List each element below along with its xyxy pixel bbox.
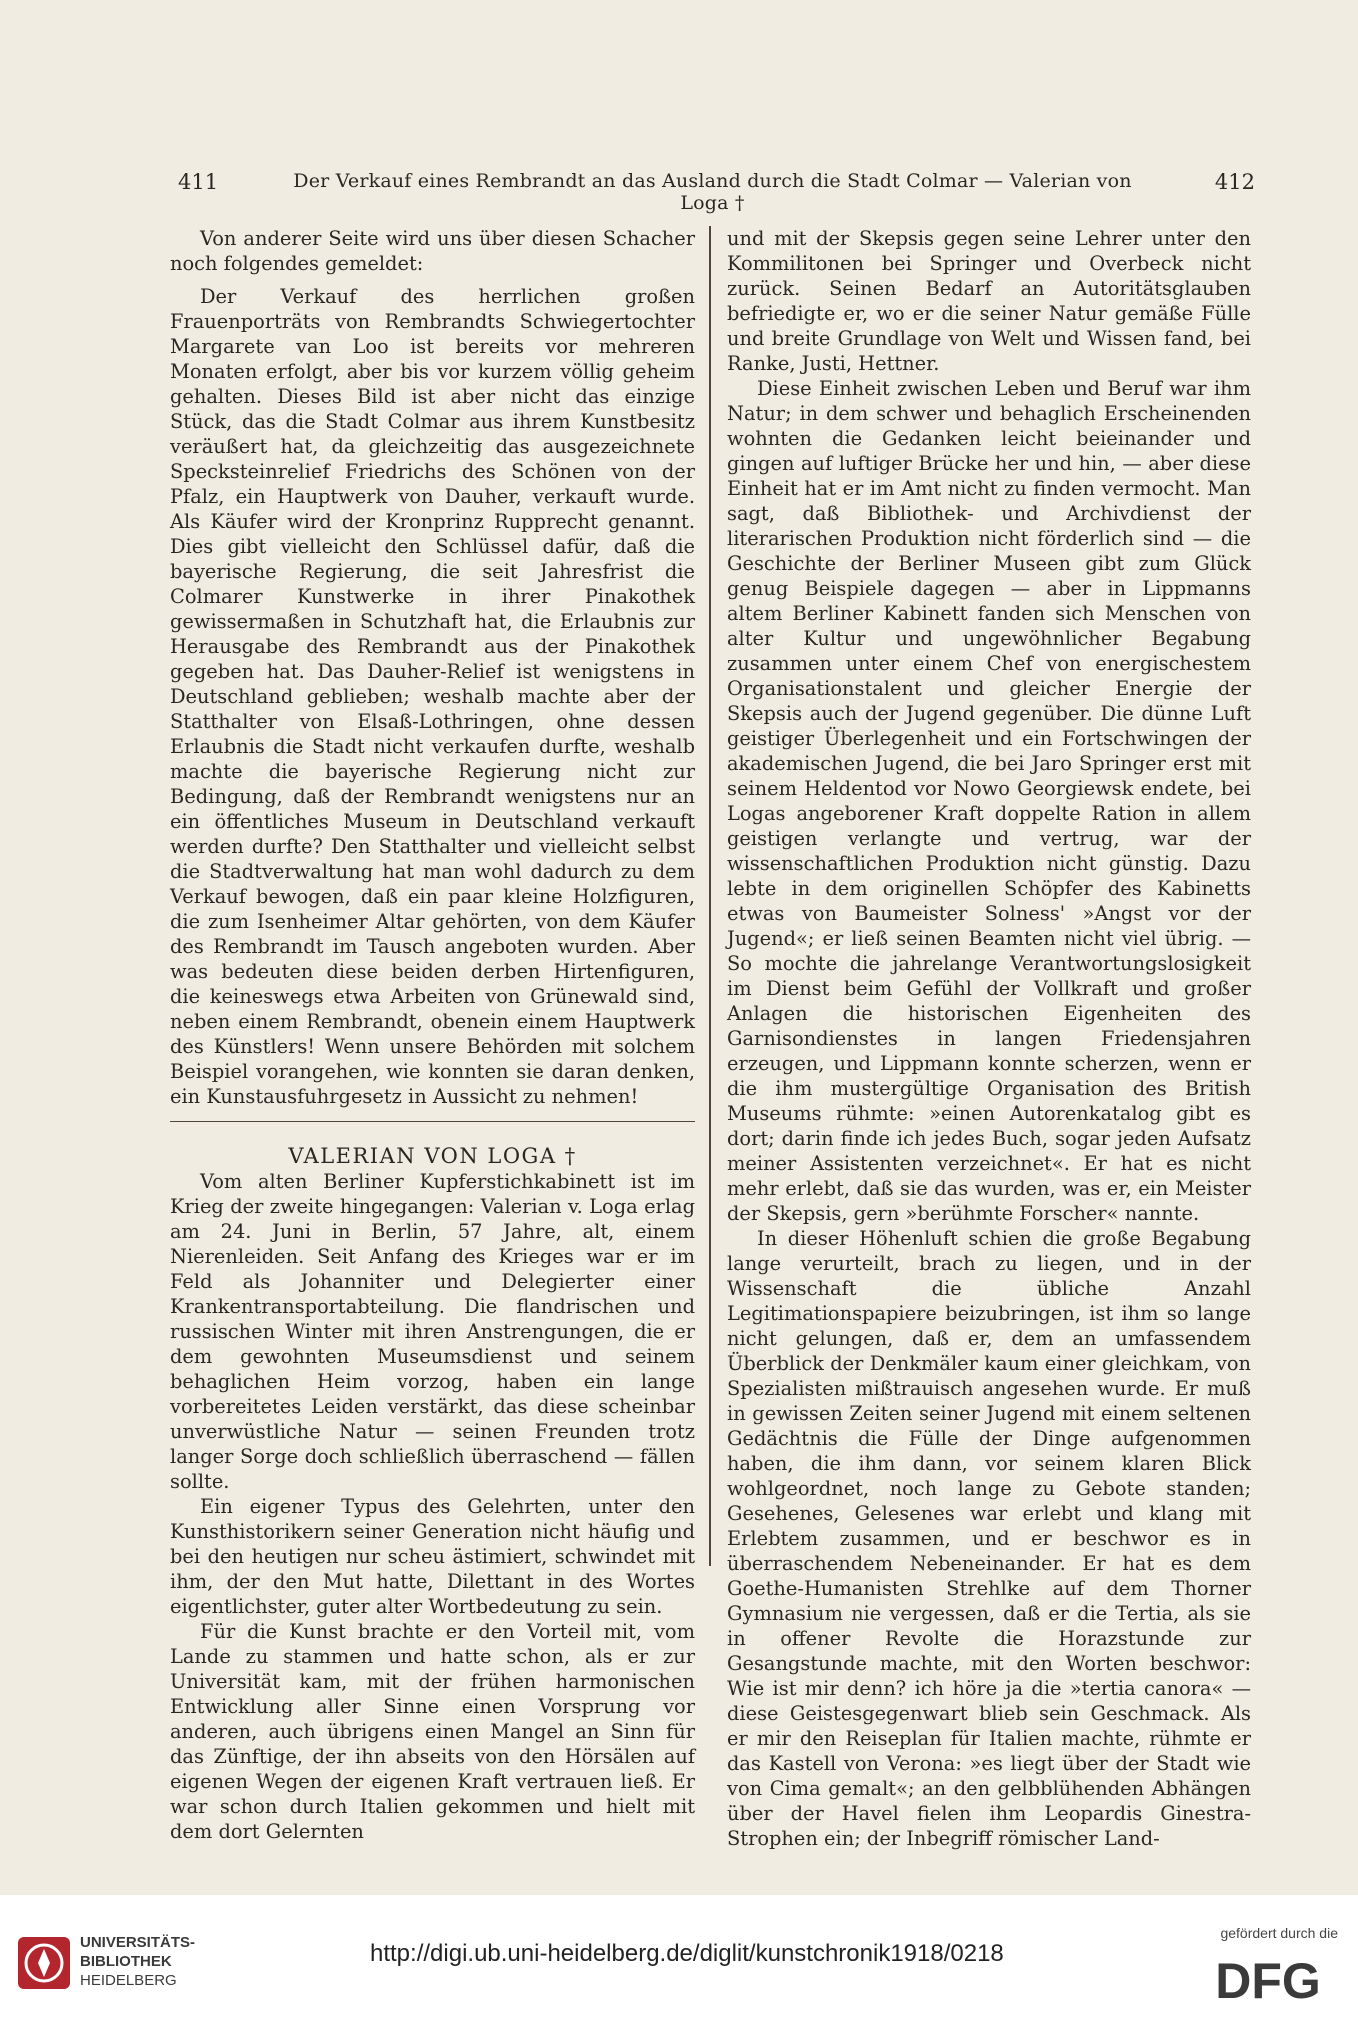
paragraph: Ein eigener Typus des Gelehrten, unter den Kunsthistorikern seiner Generation nicht häufig und bei den heutigen nur scheu ästimiert, schwindet mit ihm, der den Mut hatte, Dilettant in des Wortes eigentlichster, guter alter Wortbedeutung zu sein. xyxy=(170,1495,695,1619)
column-divider xyxy=(709,226,711,1566)
left-column xyxy=(170,226,695,1844)
paragraph: Diese Einheit zwischen Leben und Beruf war ihm Natur; in dem schwer und behaglich Erscheinenden wohnten die Gedanken leicht beieinander und gingen auf luftiger Brücke her und hin, — aber diese Einheit hat er im Amt nicht zu finden vermocht. Man sagt, daß Bibliothek- und Archivdienst der literarischen Produktion nicht förderlich sind — die Geschichte der Berliner Museen gibt zum Glück genug Beispiele dagegen — aber in Lippmanns altem Berliner Kabinett fanden sich Menschen von alter Kultur und ungewöhnlicher Begabung zusammen unter einem Chef von energischestem Organisationstalent und gleicher Energie der Skepsis auch der Jugend gegenüber. Die dünne Luft geistiger Überlegenheit und ein Fortschwingen der akademischen Jugend, die bei Jaro Springer erst mit seinem Heldentod vor Nowo Georgiewsk endete, bei Logas angeborener Kraft doppelte Ration in allem geistigen verlangte und vertrug, war der wissenschaftlichen Produktion nicht günstig. Dazu lebte in dem originellen Schöpfer des Kabinetts etwas von Baumeister Solness' »Angst vor der Jugend«; er ließ seinen Beamten nicht viel übrig. — So mochte die jahrelange Verantwortungslosigkeit im Dienst beim Gefühl der Vollkraft und großer Anlagen die historischen Eigenheiten des Garnisondienstes in langen Friedensjahren erzeugen, und Lippmann konnte scherzen, wenn er die ihm mustergültige Organisation des British Museums rühmte: »einen Autorenkatalog gibt es dort; darin finde ich jedes Buch, sogar jeden Aufsatz meiner Assistenten verzeichnet«. Er hat es nicht mehr erlebt, daß sie das wurden, was er, ein Meister der Skepsis, gern »berühmte Forscher« nannte. xyxy=(727,377,1251,1225)
running-title: Der Verkauf eines Rembrandt an das Ausland durch die Stadt Colmar — Valerian von Loga † xyxy=(293,170,1132,214)
library-line: HEIDELBERG xyxy=(80,1972,177,1989)
page-number-right: 412 xyxy=(1214,170,1255,194)
permalink[interactable]: http://digi.ub.uni-heidelberg.de/diglit/kunstchronik1918/0218 xyxy=(370,1940,1004,1967)
paragraph: und mit der Skepsis gegen seine Lehrer unter den Kommilitonen bei Springer und Overbeck nicht zurück. Seinen Bedarf an Autoritätsglauben befriedigte er, wo er die seiner Natur gemäße Fülle und breite Grundlage von Welt und Wissen fand, bei Ranke, Justi, Hettner. xyxy=(727,227,1251,375)
section-title: VALERIAN VON LOGA † xyxy=(288,1144,577,1169)
dfg-logo xyxy=(1198,1952,1338,2004)
funding-note: gefördert durch die xyxy=(1220,1925,1338,1941)
library-name xyxy=(80,1933,195,1990)
running-header xyxy=(170,164,1255,214)
paragraph: Vom alten Berliner Kupferstichkabinett ist im Krieg der zweite hingegangen: Valerian v. Loga erlag am 24. Juni in Berlin, 57 Jahre, alt, einem Nierenleiden. Seit Anfang des Krieges war er im Feld als Johanniter und Delegierter einer Krankentransportabteilung. Die flandrischen und russischen Winter mit ihren Anstrengungen, die er dem gewohnten Museumsdienst und seinem behaglichen Heim vorzog, haben ein lange vorbereitetes Leiden verstärkt, das diese scheinbar unverwüstliche Natur — seinen Freunden trotz langer Sorge doch schließlich überraschend — fällen sollte. xyxy=(170,1170,695,1494)
section-divider xyxy=(170,1121,695,1122)
paragraph: Der Verkauf des herrlichen großen Frauenporträts von Rembrandts Schwiegertochter Margarete van Loo ist bereits vor mehreren Monaten erfolgt, aber bis vor kurzem völlig geheim gehalten. Dieses Bild ist aber nicht das einzige Stück, das die Stadt Colmar aus ihrem Kunstbesitz veräußert hat, da gleichzeitig das ausgezeichnete Specksteinrelief Friedrichs des Schönen von der Pfalz, ein Hauptwerk von Dauher, verkauft wurde. Als Käufer wird der Kronprinz Rupprecht genannt. Dies gibt vielleicht den Schlüssel dafür, daß die bayerische Regierung, die seit Jahresfrist die Colmarer Kunstwerke in ihrer Pinakothek gewissermaßen in Schutzhaft hat, die Erlaubnis zur Herausgabe des Rembrandt aus der Pinakothek gegeben hat. Das Dauher-Relief ist wenigstens in Deutschland geblieben; weshalb machte aber der Statthalter von Elsaß-Lothringen, ohne dessen Erlaubnis die Stadt nicht verkaufen durfte, weshalb machte die bayerische Regierung nicht zur Bedingung, daß der Rembrandt wenigstens nur an ein öffentliches Museum in Deutschland verkauft werden durfte? Den Statthalter und vielleicht selbst die Stadtverwaltung hat man wohl dadurch zu dem Verkauf bewogen, daß ein paar kleine Holzfiguren, die zum Isenheimer Altar gehörten, von dem Käufer des Rembrandt im Tausch angeboten wurden. Aber was bedeuten diese beiden derben Hirtenfiguren, die keineswegs etwa Arbeiten von Grünewald sind, neben einem Rembrandt, obenein einem Hauptwerk des Künstlers! Wenn unsere Behörden mit solchem Beispiel vorangehen, wie konnten sie daran denken, ein Kunstausfuhrgesetz in Aussicht zu nehmen! xyxy=(170,285,695,1108)
library-line: BIBLIOTHEK xyxy=(80,1953,172,1970)
page-number-left: 411 xyxy=(178,170,219,194)
paragraph: In dieser Höhenluft schien die große Begabung lange verurteilt, brach zu liegen, und in der Wissenschaft die übliche Anzahl Legitimationspapiere beizubringen, ist ihm so lange nicht gelungen, daß er, dem an umfassendem Überblick der Denkmäler kaum einer gleichkam, von Spezialisten mißtrauisch angesehen wurde. Er muß in gewissen Zeiten seiner Jugend mit einem seltenen Gedächtnis die Fülle der Dinge aufgenommen haben, die ihm dann, vor seinem klaren Blick wohlgeordnet, noch lange zu Gebote standen; Gesehenes, Gelesenes war erlebt und klang mit Erlebtem zusammen, und er beschwor es in überraschendem Nebeneinander. Er hat es dem Goethe-Humanisten Strehlke auf dem Thorner Gymnasium nie vergessen, daß er die Tertia, als sie in offener Revolte die Horazstunde zur Gesangstunde machte, mit den Worten beschwor: Wie ist mir denn? ich höre ja die »tertia canora« — diese Geistesgegenwart blieb sein Geschmack. Als er mir den Reiseplan für Italien machte, rühmte er das Kastell von Verona: »es liegt über der Stadt wie von Cima gemalt«; an den gelbblühenden Abhängen über der Havel fielen ihm Leopardis Ginestra-Strophen ein; der Inbegriff römischer Land- xyxy=(727,1227,1251,1850)
dfg-logo-text: DFG xyxy=(1215,1953,1321,2004)
paragraph: Für die Kunst brachte er den Vorteil mit, vom Lande zu stammen und hatte schon, als er zur Universität kam, mit der frühen harmonischen Entwicklung aller Sinne einen Vorsprung vor anderen, auch übrigens einen Mangel an Sinn für das Zünftige, der ihn abseits von den Hörsälen auf eigenen Wegen der eigenen Kraft vertrauen ließ. Er war schon durch Italien gekommen und hielt mit dem dort Gelernten xyxy=(170,1620,695,1844)
paragraph: Von anderer Seite wird uns über diesen Schacher noch folgendes gemeldet: xyxy=(170,227,695,275)
university-seal-icon xyxy=(16,1935,72,1991)
right-column xyxy=(727,226,1251,1851)
library-line: UNIVERSITÄTS- xyxy=(80,1934,196,1951)
